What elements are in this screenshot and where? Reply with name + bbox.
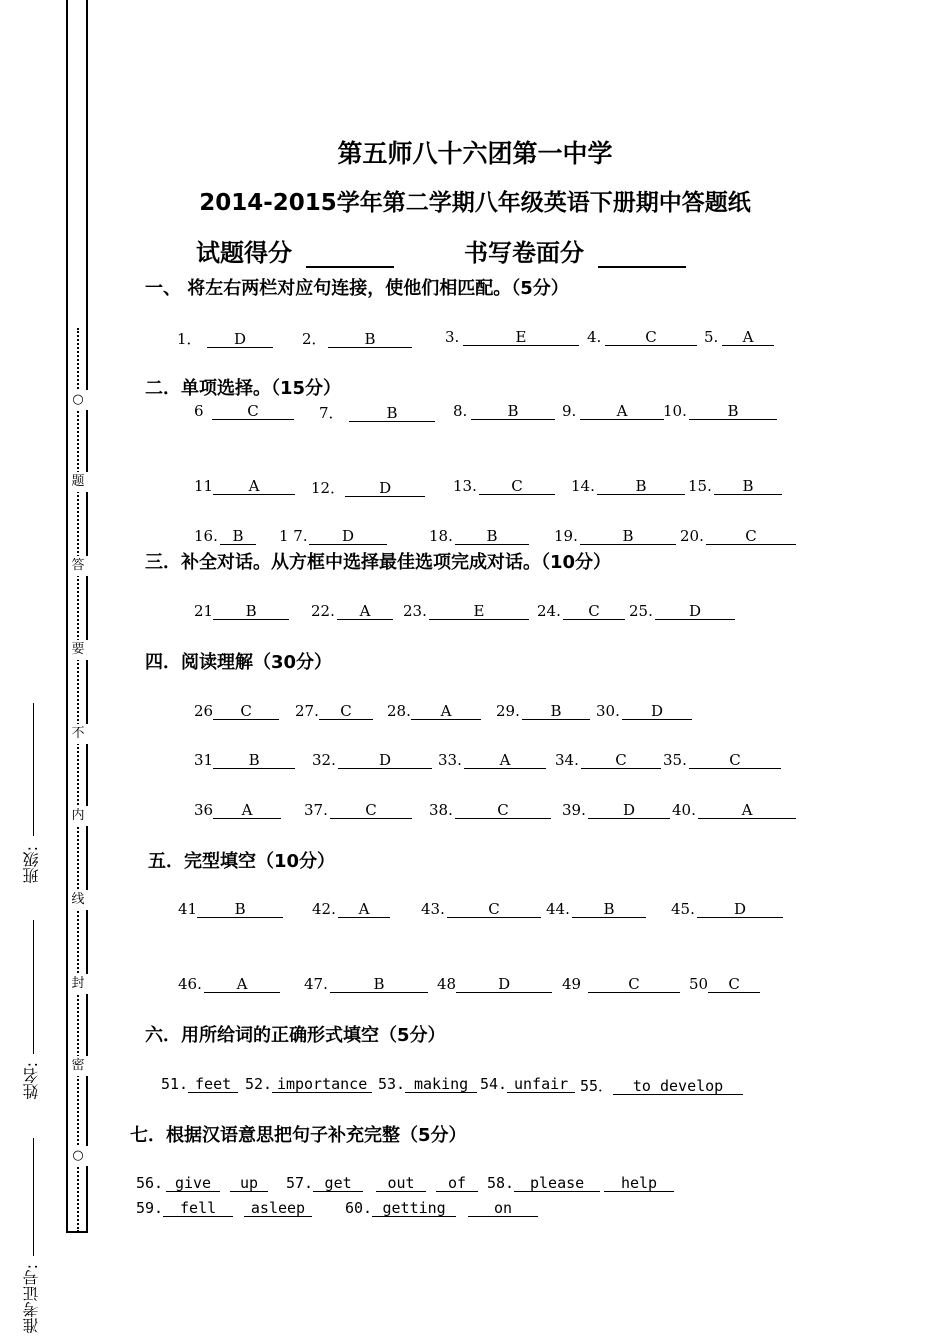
question-number: 19.: [554, 527, 578, 545]
seal-char: 答: [68, 556, 88, 576]
question-number: 38.: [429, 801, 453, 819]
answer-blank[interactable]: A: [464, 752, 546, 769]
question-number: 1．: [177, 330, 202, 348]
answer-blank[interactable]: B: [580, 528, 676, 545]
answer-blank[interactable]: E: [463, 329, 579, 346]
answer-item: [680, 527, 796, 545]
question-number: 6: [194, 402, 204, 420]
answer-item: [194, 527, 256, 545]
answer-item: [378, 1075, 477, 1093]
answer-item: [136, 1174, 220, 1192]
question-number: 59.: [136, 1199, 164, 1217]
answer-blank[interactable]: B: [455, 528, 529, 545]
answer-item: [629, 602, 735, 620]
answer-item: [136, 1199, 233, 1217]
question-number: 5.: [704, 328, 719, 346]
answer-blank[interactable]: B: [471, 403, 555, 420]
question-number: 54.: [480, 1075, 508, 1093]
question-number: 36: [194, 801, 214, 819]
answer-item: [279, 527, 387, 545]
answer-blank[interactable]: to develop: [613, 1078, 743, 1095]
answer-item: [194, 602, 289, 620]
question-number: 33.: [438, 751, 462, 769]
answer-item: [312, 900, 390, 918]
test-score-field: [196, 233, 394, 268]
test-score-blank[interactable]: [306, 246, 394, 268]
answer-blank[interactable]: A: [338, 901, 390, 918]
answer-item: [311, 477, 425, 498]
answer-item: [453, 402, 555, 420]
question-number: 30.: [596, 702, 620, 720]
section-1-heading: 一、 将左右两栏对应句连接，使他们相匹配。（5分）: [145, 278, 569, 299]
answer-blank[interactable]: of: [436, 1175, 478, 1192]
answer-item: [311, 602, 393, 620]
answer-blank[interactable]: C: [447, 901, 541, 918]
section-7-heading: 七．根据汉语意思把句子补充完整（5分）: [130, 1125, 467, 1146]
answer-blank[interactable]: on: [468, 1200, 538, 1217]
question-number: 43.: [421, 900, 445, 918]
answer-item: [663, 751, 781, 769]
question-number: 8.: [453, 402, 468, 420]
seal-char: 要: [68, 640, 88, 660]
answer-item: [453, 477, 555, 495]
question-number: 46.: [178, 975, 202, 993]
answer-item: [312, 751, 432, 769]
seal-char: 线: [68, 890, 88, 910]
answer-blank[interactable]: D: [622, 703, 692, 720]
answer-blank[interactable]: get: [313, 1175, 363, 1192]
answer-item: [437, 975, 552, 993]
seal-circle: ○: [68, 390, 88, 410]
question-number: 14.: [571, 477, 595, 495]
answer-item: [244, 1199, 312, 1217]
answer-item: [688, 477, 782, 495]
question-number: 48: [437, 975, 457, 993]
answer-item: [587, 328, 697, 346]
question-number: 29.: [496, 702, 520, 720]
answer-blank[interactable]: D: [338, 752, 432, 769]
answer-item: [438, 751, 546, 769]
answer-item: [161, 1075, 238, 1093]
seal-char: 题: [68, 472, 88, 492]
question-number: 37.: [304, 801, 328, 819]
answer-blank[interactable]: asleep: [244, 1200, 312, 1217]
answer-blank[interactable]: fell: [163, 1200, 233, 1217]
answer-item: [194, 751, 295, 769]
answer-item: [445, 328, 579, 346]
answer-blank[interactable]: C: [581, 752, 661, 769]
answer-item: [194, 801, 281, 819]
question-number: 45.: [671, 900, 695, 918]
question-number: 28.: [387, 702, 411, 720]
answer-blank[interactable]: C: [689, 752, 781, 769]
answer-item: [194, 702, 279, 720]
question-number: 27.: [295, 702, 319, 720]
answer-blank[interactable]: D: [588, 802, 670, 819]
answer-item: [319, 402, 435, 423]
class-line: [33, 703, 34, 836]
answer-item: [194, 477, 295, 495]
answer-blank[interactable]: getting: [372, 1200, 456, 1217]
answer-item: [286, 1174, 363, 1192]
answer-item: [429, 801, 551, 819]
answer-item: [562, 801, 670, 819]
answer-blank[interactable]: C: [479, 478, 555, 495]
question-number: 10.: [663, 402, 687, 420]
exam-no-line: [33, 1138, 34, 1256]
section-4-heading: 四．阅读理解（30分）: [145, 652, 333, 673]
answer-blank[interactable]: C: [455, 802, 551, 819]
writing-score-label: 书写卷面分: [464, 239, 584, 267]
answer-blank[interactable]: C: [319, 703, 373, 720]
answer-item: [546, 900, 646, 918]
answer-blank[interactable]: up: [230, 1175, 268, 1192]
answer-blank[interactable]: A: [722, 329, 774, 346]
answer-blank[interactable]: A: [411, 703, 481, 720]
answer-blank[interactable]: B: [213, 752, 295, 769]
question-number: 4.: [587, 328, 602, 346]
answer-blank[interactable]: B: [714, 478, 782, 495]
question-number: 49: [562, 975, 582, 993]
answer-blank[interactable]: A: [204, 976, 280, 993]
question-number: 58.: [487, 1174, 515, 1192]
answer-blank[interactable]: D: [207, 331, 273, 348]
answer-item: [403, 602, 529, 620]
answer-blank[interactable]: C: [605, 329, 697, 346]
answer-blank[interactable]: D: [345, 480, 425, 497]
question-number: 34.: [555, 751, 579, 769]
question-number: 15.: [688, 477, 712, 495]
writing-score-field: [464, 233, 686, 268]
answer-blank[interactable]: importance: [272, 1076, 372, 1093]
answer-blank[interactable]: E: [429, 603, 529, 620]
question-number: 2．: [302, 330, 327, 348]
answer-item: [194, 402, 294, 420]
section-6-heading: 六．用所给词的正确形式填空（5分）: [145, 1025, 446, 1046]
answer-blank[interactable]: B: [213, 603, 289, 620]
answer-item: [421, 900, 541, 918]
answer-blank[interactable]: out: [376, 1175, 426, 1192]
question-number: 18.: [429, 527, 453, 545]
question-number: 42.: [312, 900, 336, 918]
writing-score-blank[interactable]: [598, 246, 686, 268]
answer-item: [177, 328, 273, 349]
question-number: 31: [194, 751, 214, 769]
name-line: [33, 920, 34, 1054]
answer-blank[interactable]: B: [597, 478, 685, 495]
question-number: 32.: [312, 751, 336, 769]
answer-blank[interactable]: help: [604, 1175, 674, 1192]
school-title: 第五师八十六团第一中学: [337, 139, 613, 168]
answer-item: [496, 702, 590, 720]
question-number: 44.: [546, 900, 570, 918]
question-number: 23.: [403, 602, 427, 620]
seal-char: 内: [68, 806, 88, 826]
answer-blank[interactable]: B: [330, 976, 428, 993]
answer-blank[interactable]: D: [456, 976, 552, 993]
answer-item: [671, 900, 783, 918]
answer-item: [178, 900, 283, 918]
seal-char: 不: [68, 724, 88, 744]
question-number: 35.: [663, 751, 687, 769]
answer-item: [295, 702, 373, 720]
answer-blank[interactable]: please: [514, 1175, 600, 1192]
question-number: 16.: [194, 527, 218, 545]
answer-item: [468, 1199, 538, 1217]
answer-blank[interactable]: A: [213, 478, 295, 495]
question-number: 25.: [629, 602, 653, 620]
answer-blank[interactable]: C: [708, 976, 760, 993]
question-number: 22.: [311, 602, 335, 620]
section-5-heading: 五．完型填空（10分）: [148, 851, 336, 872]
question-number: 24.: [537, 602, 561, 620]
answer-item: [302, 328, 412, 349]
question-number: 21: [194, 602, 214, 620]
seal-char: 封: [68, 974, 88, 994]
test-score-label: 试题得分: [196, 239, 292, 267]
answer-blank[interactable]: C: [563, 603, 625, 620]
question-number: 57.: [286, 1174, 314, 1192]
question-number: 3.: [445, 328, 460, 346]
answer-item: [429, 527, 529, 545]
answer-item: [436, 1174, 478, 1192]
answer-item: [480, 1075, 575, 1093]
answer-item: [554, 527, 676, 545]
question-number: 12．: [311, 479, 346, 497]
question-number: 13.: [453, 477, 477, 495]
answer-item: [604, 1174, 674, 1192]
question-number: 47.: [304, 975, 328, 993]
answer-blank[interactable]: C: [213, 703, 279, 720]
answer-item: [689, 975, 760, 993]
answer-blank[interactable]: give: [166, 1175, 220, 1192]
answer-item: [704, 328, 774, 346]
question-number: 40.: [672, 801, 696, 819]
answer-blank[interactable]: making: [405, 1076, 477, 1093]
answer-item: [304, 975, 428, 993]
answer-blank[interactable]: C: [588, 976, 680, 993]
question-number: 1 7.: [279, 527, 308, 545]
question-number: 41: [178, 900, 198, 918]
question-number: 52.: [245, 1075, 273, 1093]
question-number: 60.: [345, 1199, 373, 1217]
answer-blank[interactable]: D: [309, 528, 387, 545]
section-3-heading: 三．补全对话。从方框中选择最佳选项完成对话。（10分）: [145, 552, 612, 573]
answer-blank[interactable]: C: [330, 802, 412, 819]
question-number: 50: [689, 975, 709, 993]
answer-item: [672, 801, 796, 819]
question-number: 56.: [136, 1174, 164, 1192]
class-label: 班级:: [22, 846, 41, 884]
answer-blank[interactable]: A: [580, 403, 664, 420]
answer-blank[interactable]: B: [572, 901, 646, 918]
answer-item: [580, 1075, 743, 1096]
answer-item: [596, 702, 692, 720]
question-number: 55．: [580, 1077, 614, 1095]
answer-item: [230, 1174, 268, 1192]
answer-item: [487, 1174, 600, 1192]
name-label: 姓名:: [22, 1062, 41, 1100]
answer-blank[interactable]: C: [212, 403, 294, 420]
question-number: 26: [194, 702, 214, 720]
question-number: 39.: [562, 801, 586, 819]
question-number: 53.: [378, 1075, 406, 1093]
answer-blank[interactable]: B: [689, 403, 777, 420]
binding-dotted-line: [77, 328, 79, 1232]
answer-blank[interactable]: feet: [188, 1076, 238, 1093]
answer-item: [562, 975, 680, 993]
answer-item: [345, 1199, 456, 1217]
answer-blank[interactable]: A: [698, 802, 796, 819]
answer-blank[interactable]: D: [697, 901, 783, 918]
answer-blank[interactable]: B: [522, 703, 590, 720]
answer-blank[interactable]: B: [349, 405, 435, 422]
answer-item: [663, 402, 777, 420]
seal-char: 密: [68, 1056, 88, 1076]
answer-blank[interactable]: B: [197, 901, 283, 918]
answer-item: [562, 402, 664, 420]
answer-blank[interactable]: unfair: [507, 1076, 575, 1093]
answer-blank[interactable]: B: [220, 528, 256, 545]
seal-circle: ○: [68, 1146, 88, 1166]
section-2-heading: 二．单项选择。（15分）: [145, 378, 342, 399]
answer-item: [178, 975, 280, 993]
exam-no-label: 准考证号:: [22, 1264, 41, 1334]
answer-item: [571, 477, 685, 495]
answer-item: [537, 602, 625, 620]
exam-title: 2014-2015学年第二学期八年级英语下册期中答题纸: [199, 190, 751, 216]
answer-item: [245, 1075, 372, 1093]
answer-item: [304, 801, 412, 819]
answer-blank[interactable]: A: [337, 603, 393, 620]
answer-blank[interactable]: A: [213, 802, 281, 819]
question-number: 9.: [562, 402, 577, 420]
question-number: 51.: [161, 1075, 189, 1093]
answer-blank[interactable]: C: [706, 528, 796, 545]
answer-item: [555, 751, 661, 769]
question-number: 7．: [319, 404, 344, 422]
answer-item: [387, 702, 481, 720]
answer-item: [376, 1174, 426, 1192]
question-number: 20.: [680, 527, 704, 545]
answer-blank[interactable]: D: [655, 603, 735, 620]
answer-blank[interactable]: B: [328, 331, 412, 348]
question-number: 11: [194, 477, 214, 495]
